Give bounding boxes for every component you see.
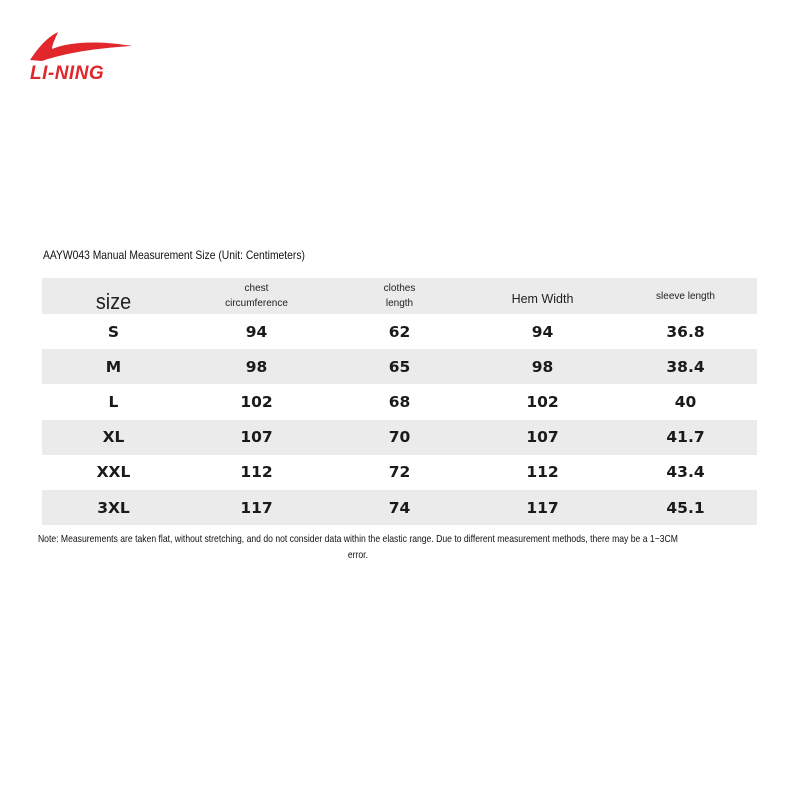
note-line1: Note: Measurements are taken flat, without stretching, and do not consider data within the elastic range. Due to different measurement methods, there may be a 1~3CM <box>37 533 678 545</box>
table-row <box>42 349 757 384</box>
note-line2: error. <box>347 549 368 561</box>
li-ning-wing-logo-icon <box>28 30 134 64</box>
table-header-row <box>42 278 757 314</box>
cell-sleeve: 45.1 <box>666 498 705 517</box>
header-length-line1: clothes <box>383 283 416 294</box>
cell-size: S <box>107 322 120 341</box>
measurement-note <box>0 531 716 563</box>
table-row <box>42 314 757 349</box>
cell-size: XL <box>102 428 125 447</box>
cell-size: XXL <box>96 463 131 482</box>
table-title: AAYW043 Manual Measurement Size (Unit: Centimeters) <box>43 248 305 262</box>
cell-length: 65 <box>388 357 411 376</box>
cell-hem: 107 <box>526 428 559 447</box>
header-hem: Hem Width <box>511 291 574 306</box>
cell-length: 68 <box>388 392 411 411</box>
cell-hem: 94 <box>531 322 554 341</box>
header-sleeve: sleeve length <box>656 290 715 302</box>
table-row <box>42 490 757 525</box>
cell-chest: 94 <box>245 322 268 341</box>
cell-chest: 117 <box>240 498 273 517</box>
cell-sleeve: 41.7 <box>666 428 705 447</box>
header-length <box>328 278 471 314</box>
cell-length: 62 <box>388 322 411 341</box>
brand-wordmark: LI-NING <box>30 63 105 84</box>
header-chest <box>185 278 328 314</box>
cell-sleeve: 38.4 <box>666 357 705 376</box>
header-chest-line1: chest <box>244 283 269 294</box>
brand-logo <box>28 30 134 84</box>
cell-hem: 112 <box>526 463 559 482</box>
cell-chest: 102 <box>240 392 273 411</box>
table-row <box>42 455 757 490</box>
cell-length: 74 <box>388 498 411 517</box>
cell-size: 3XL <box>97 498 130 517</box>
table-row <box>42 420 757 455</box>
cell-sleeve: 43.4 <box>666 463 705 482</box>
cell-hem: 117 <box>526 498 559 517</box>
cell-size: L <box>108 392 119 411</box>
header-size: size <box>95 288 132 314</box>
cell-chest: 98 <box>245 357 268 376</box>
size-chart-table <box>42 278 757 525</box>
cell-size: M <box>105 357 122 376</box>
table-row <box>42 384 757 419</box>
cell-sleeve: 36.8 <box>666 322 705 341</box>
cell-length: 70 <box>388 428 411 447</box>
cell-chest: 112 <box>240 463 273 482</box>
cell-chest: 107 <box>240 428 273 447</box>
cell-length: 72 <box>388 463 411 482</box>
cell-hem: 98 <box>531 357 554 376</box>
cell-hem: 102 <box>526 392 559 411</box>
header-length-line2: length <box>385 298 414 309</box>
cell-sleeve: 40 <box>674 392 697 411</box>
header-chest-line2: circumference <box>225 298 288 309</box>
